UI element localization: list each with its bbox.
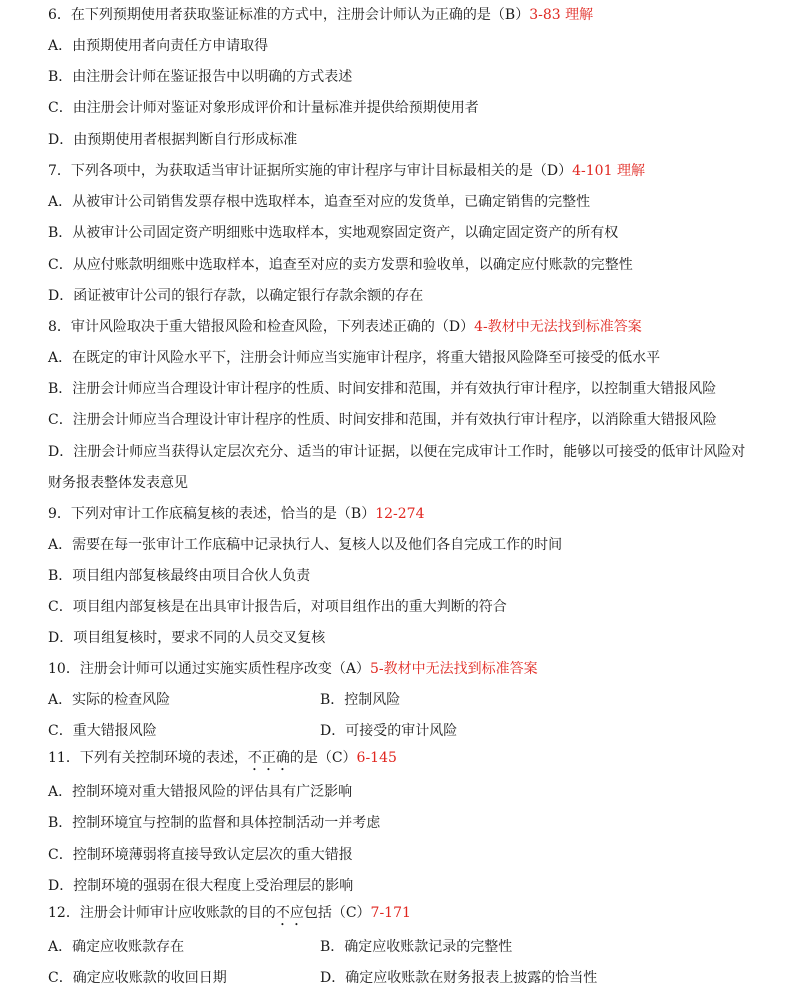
q7-option-b: B．从被审计公司固定资产明细账中选取样本，实地观察固定资产，以确定固定资产的所有权 bbox=[48, 225, 619, 241]
q10-ref: 5-教材中无法找到标准答案 bbox=[369, 661, 538, 677]
q11-option-b: B．控制环境宜与控制的监督和具体控制活动一并考虑 bbox=[48, 815, 381, 831]
q10-stem bbox=[48, 659, 538, 679]
q7-option-a: A．从被审计公司销售发票存根中选取样本，追查至对应的发货单，已确定销售的完整性 bbox=[48, 194, 591, 210]
q12-option-a: A．确定应收账款存在 bbox=[48, 939, 185, 955]
q9-stem bbox=[48, 504, 424, 524]
q6-option-b: B．由注册会计师在鉴证报告中以明确的方式表述 bbox=[48, 69, 353, 85]
q10-option-a: A．实际的检查风险 bbox=[48, 692, 171, 708]
q12-stem-pre: 12．注册会计师审计应收账款的目的 bbox=[48, 905, 276, 921]
q8-stem-text: 8．审计风险取决于重大错报风险和检查风险，下列表述正确的（D） bbox=[48, 319, 475, 335]
q11-option-d: D．控制环境的强弱在很大程度上受治理层的影响 bbox=[48, 878, 354, 894]
q12-stem-emphasis: 不应 bbox=[275, 905, 304, 921]
q10-option-d: D．可接受的审计风险 bbox=[320, 723, 458, 739]
q9-option-a: A．需要在每一张审计工作底稿中记录执行人、复核人以及他们各自完成工作的时间 bbox=[48, 537, 563, 553]
q7-option-c: C．从应付账款明细账中选取样本，追查至对应的卖方发票和验收单，以确定应付账款的完整性 bbox=[48, 257, 633, 273]
q8-option-a: A．在既定的审计风险水平下，注册会计师应当实施审计程序，将重大错报风险降至可接受的低水平 bbox=[48, 350, 661, 366]
q10-option-c: C．重大错报风险 bbox=[48, 723, 157, 739]
q6-option-d: D．由预期使用者根据判断自行形成标准 bbox=[48, 132, 298, 148]
q7-option-d: D．函证被审计公司的银行存款，以确定银行存款余额的存在 bbox=[48, 288, 424, 304]
q9-option-d: D．项目组复核时，要求不同的人员交叉复核 bbox=[48, 630, 326, 646]
q8-option-d-cont: 财务报表整体发表意见 bbox=[48, 475, 188, 491]
q7-stem-text: 7．下列各项中，为获取适当审计证据所实施的审计程序与审计目标最相关的是（D） bbox=[48, 163, 573, 179]
q12-stem-post: 包括（C） bbox=[303, 905, 371, 921]
q11-ref: 6-145 bbox=[356, 750, 397, 766]
q9-stem-text: 9．下列对审计工作底稿复核的表述，恰当的是（B） bbox=[48, 506, 376, 522]
q8-option-d: D．注册会计师应当获得认定层次充分、适当的审计证据，以便在完成审计工作时，能够以可接受的低审计风险对 bbox=[48, 444, 746, 460]
q9-option-c: C．项目组内部复核是在出具审计报告后，对项目组作出的重大判断的符合 bbox=[48, 599, 507, 615]
q6-option-c: C．由注册会计师对鉴证对象形成评价和计量标准并提供给预期使用者 bbox=[48, 100, 479, 116]
q11-stem bbox=[48, 748, 397, 774]
q8-ref: 4-教材中无法找到标准答案 bbox=[474, 319, 642, 335]
q6-ref: 3-83 理解 bbox=[529, 7, 594, 23]
q8-option-b: B．注册会计师应当合理设计审计程序的性质、时间安排和范围，并有效执行审计程序，以控制重大错报风险 bbox=[48, 381, 717, 397]
q6-option-a: A．由预期使用者向责任方申请取得 bbox=[48, 38, 269, 54]
q12-option-c: C．确定应收账款的收回日期 bbox=[48, 970, 227, 986]
q12-option-d: D．确定应收账款在财务报表上披露的恰当性 bbox=[320, 970, 598, 986]
q8-stem bbox=[48, 317, 642, 337]
q11-stem-post: 的是（C） bbox=[289, 750, 357, 766]
q7-stem bbox=[48, 161, 645, 181]
q8-option-c: C．注册会计师应当合理设计审计程序的性质、时间安排和范围，并有效执行审计程序，以消除重大错报风险 bbox=[48, 412, 717, 428]
q10-stem-text: 10．注册会计师可以通过实施实质性程序改变（A） bbox=[48, 661, 370, 677]
q11-stem-pre: 11．下列有关控制环境的表述， bbox=[48, 750, 248, 766]
q11-option-a: A．控制环境对重大错报风险的评估具有广泛影响 bbox=[48, 784, 353, 800]
q9-option-b: B．项目组内部复核最终由项目合伙人负责 bbox=[48, 568, 311, 584]
q12-stem bbox=[48, 903, 411, 929]
q6-stem-text: 6．在下列预期使用者获取鉴证标准的方式中，注册会计师认为正确的是（B） bbox=[48, 7, 530, 23]
q11-stem-emphasis: 不正确 bbox=[247, 750, 290, 766]
q7-ref: 4-101 理解 bbox=[572, 163, 645, 179]
q6-stem bbox=[48, 5, 593, 25]
q12-option-b: B．确定应收账款记录的完整性 bbox=[320, 939, 513, 955]
q11-option-c: C．控制环境薄弱将直接导致认定层次的重大错报 bbox=[48, 847, 353, 863]
q10-option-b: B．控制风险 bbox=[320, 692, 401, 708]
q12-ref: 7-171 bbox=[370, 905, 411, 921]
q9-ref: 12-274 bbox=[375, 506, 425, 522]
